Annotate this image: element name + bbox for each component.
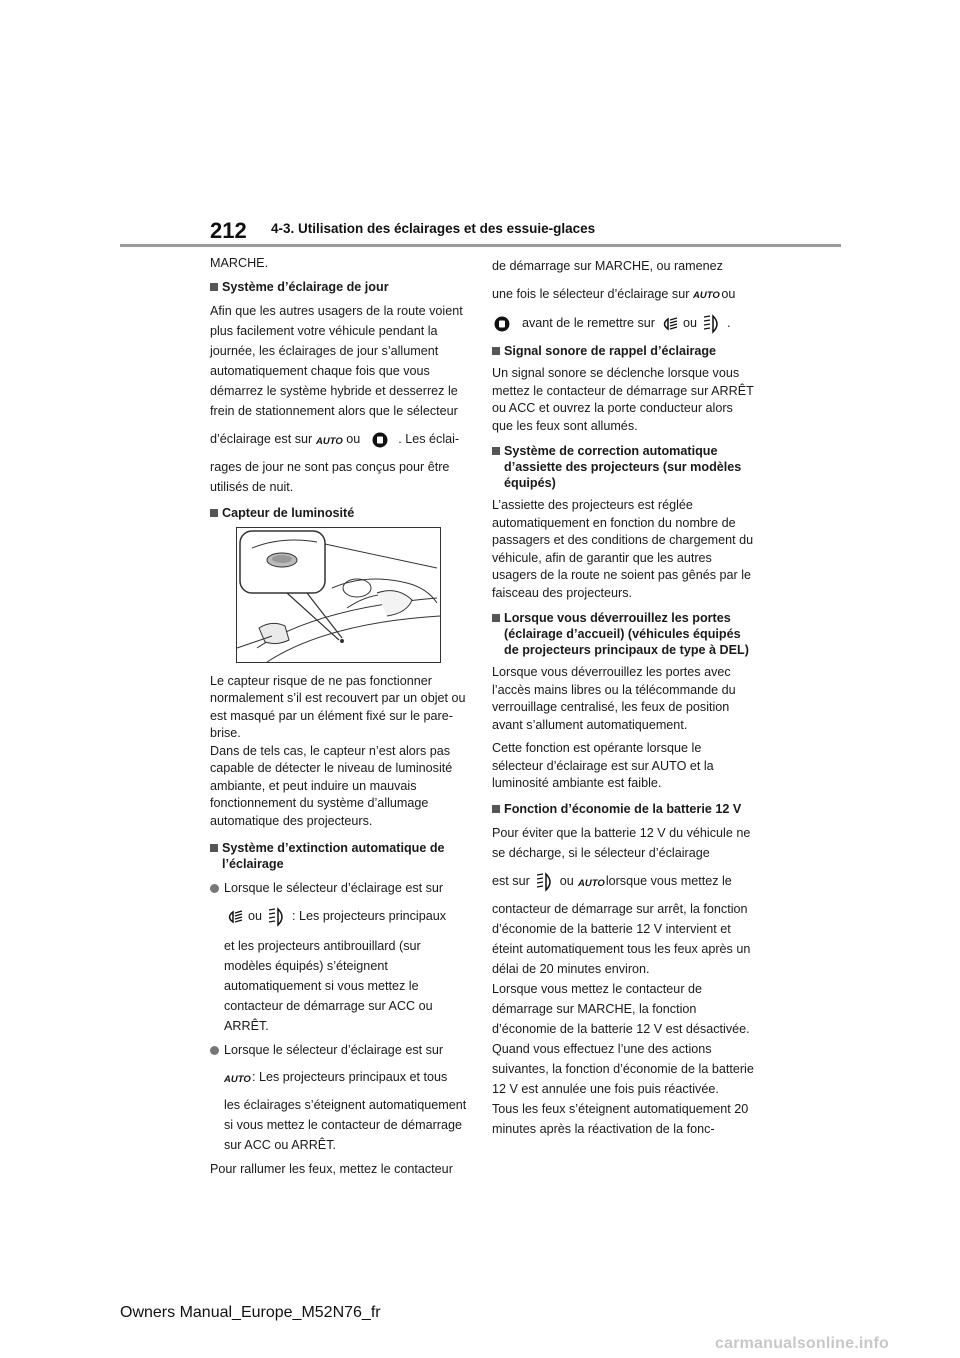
heading-text: Système d’extinction automatique de l’éclairage — [222, 841, 445, 871]
auto-symbol-text: AUTO — [693, 290, 721, 302]
line-with-symbols — [224, 1069, 468, 1087]
paragraph-with-symbols — [492, 313, 754, 335]
text: ou — [346, 431, 361, 446]
auto-symbol-icon — [316, 435, 342, 445]
section-title: 4-3. Utilisation des éclairages et des essuie-glaces — [271, 221, 596, 236]
auto-symbol-text: AUTO — [224, 1073, 251, 1085]
heading-reminder-sound — [492, 343, 754, 359]
square-bullet-icon — [210, 509, 218, 517]
paragraph-with-symbols — [210, 429, 468, 451]
paragraph: L’assiette des projecteurs est réglée automatiquement en fonction du nombre de passagers et des conditions de chargement du véhicule, afin de garantir que les autres usagers de la route ne soient pas gênés par le faisceau des projecteurs. — [492, 498, 754, 600]
heading-light-sensor — [210, 505, 468, 521]
paragraph-with-symbols — [492, 286, 754, 304]
headlight-auto-icon — [266, 906, 288, 928]
paragraph: rages de jour ne sont pas conçus pour être utilisés de nuit. — [210, 459, 450, 494]
text: et les projecteurs antibrouillard (sur modèles équipés) s’éteignent automatiquement si vous mettez le contacteur de démarrage sur ACC ou ARRÊT. — [224, 938, 433, 1033]
headlight-auto-icon — [534, 871, 556, 893]
square-bullet-icon — [210, 283, 218, 291]
heading-daytime-lights — [210, 279, 468, 295]
text: . — [727, 316, 731, 331]
paragraph: de démarrage sur MARCHE, ou ramenez — [492, 259, 723, 273]
text: d’éclairage est sur — [210, 431, 313, 446]
text: les éclairages s’éteignent automatiquement si vous mettez le contacteur de démarrage sur ACC ou ARRÊT. — [224, 1097, 467, 1152]
light-sensor-illustration — [236, 527, 441, 663]
text: : Les projecteurs principaux et tous — [252, 1070, 448, 1084]
auto-symbol-icon — [577, 877, 605, 889]
text: Lorsque le sélecteur d’éclairage est sur — [224, 1042, 444, 1057]
text: ou — [721, 286, 736, 301]
heading-text: Capteur de luminosité — [222, 505, 355, 520]
bullet-item — [210, 880, 468, 1036]
text: lorsque vous mettez le — [605, 873, 732, 888]
square-bullet-icon — [492, 614, 500, 622]
heading-text: Lorsque vous déverrouillez les portes (éclairage d’accueil) (véhicules équipés de projecteurs principaux de type à DEL) — [504, 611, 749, 657]
auto-symbol-icon — [693, 289, 721, 302]
heading-auto-leveling — [492, 443, 754, 491]
heading-text: Système d’éclairage de jour — [222, 279, 389, 294]
text: Lorsque le sélecteur d’éclairage est sur — [224, 881, 444, 895]
right-column — [492, 258, 754, 1145]
heading-text: Système de correction automatique d’assiette des projecteurs (sur modèles équipés) — [504, 444, 742, 490]
heading-text: Fonction d’économie de la batterie 12 V — [504, 801, 742, 816]
heading-text: Signal sonore de rappel d’éclairage — [504, 344, 717, 358]
heading-welcome-lights — [492, 610, 754, 658]
headlight-low-beam-icon — [224, 909, 244, 925]
auto-symbol-icon — [224, 1073, 251, 1085]
headlight-low-beam-icon — [659, 316, 679, 332]
text: avant de le remettre sur — [522, 316, 655, 331]
paragraph: Un signal sonore se déclenche lorsque vous mettez le contacteur de démarrage sur ARRÊT ou ACC et ouvrez la porte conducteur alors que les feux sont allumés. — [492, 366, 754, 433]
square-bullet-icon — [210, 844, 218, 852]
round-bullet-icon — [210, 1046, 219, 1055]
bullet-item — [210, 1042, 468, 1155]
square-bullet-icon — [492, 447, 500, 455]
headlight-on-symbol-icon — [370, 429, 390, 451]
watermark: carmanualsonline.info — [715, 1335, 890, 1352]
heading-auto-off — [210, 840, 468, 872]
text: est sur — [492, 873, 530, 888]
heading-battery-saver — [492, 801, 754, 817]
page-number: 212 — [210, 218, 247, 243]
text: ou — [559, 873, 574, 888]
paragraph-with-symbols — [492, 871, 754, 893]
paragraph: Afin que les autres usagers de la route voient plus facilement votre véhicule pendant la journée, les éclairages de jour s’allument automatiquement chaque fois que vous démarrez le système hybride et desserrez le frein de stationnement alors que le sélecteur — [210, 303, 463, 418]
line-with-symbols — [224, 906, 468, 928]
text: . Les éclai- — [398, 431, 460, 446]
paragraph: contacteur de démarrage sur arrêt, la fonction d’économie de la batterie 12 V intervient et éteint automatiquement tous les feux après un délai de 20 minutes environ. Lorsque vous mettez le contacteur de démarrage sur MARCHE, la fonction d’économie de la batterie 12 V est désactivée. Quand vous effectuez l’une des actions suivantes, la fonction d’économie de la batterie 12 V est annulée une fois puis réactivée. Tous les feux s’éteignent automatiquement 20 minutes après la réactivation de la fonc- — [492, 901, 754, 1136]
left-column — [210, 255, 468, 1184]
square-bullet-icon — [492, 347, 500, 355]
round-bullet-icon — [210, 884, 219, 893]
paragraph: Pour éviter que la batterie 12 V du véhicule ne se décharge, si le sélecteur d’éclairage — [492, 825, 751, 860]
paragraph: Pour rallumer les feux, mettez le contacteur — [210, 1161, 453, 1176]
text: ou — [683, 316, 698, 331]
text: une fois le sélecteur d’éclairage sur — [492, 286, 690, 301]
headlight-auto-icon — [701, 313, 723, 335]
auto-symbol-text: AUTO — [316, 435, 343, 447]
text: ou — [248, 908, 263, 923]
headlight-on-symbol-icon — [492, 313, 512, 335]
paragraph: MARCHE. — [210, 256, 269, 270]
auto-symbol-text: AUTO — [577, 877, 605, 889]
footer-manual-id: Owners Manual_Europe_M52N76_fr — [120, 1304, 381, 1321]
header-rule — [120, 244, 841, 247]
paragraph-sensor: Le capteur risque de ne pas fonctionner normalement s’il est recouvert par un objet ou est masqué par un élément fixé sur le pare-brise. Dans de tels cas, le capteur n’est alors pas capable de détecter le niveau de luminosité ambiante, et peut induire un mauvais fonctionnement du système d’allumage automatique des projecteurs. — [210, 673, 466, 828]
paragraph: Cette fonction est opérante lorsque le sélecteur d’éclairage est sur AUTO et la luminosité ambiante est faible. — [492, 741, 714, 790]
text: : Les projecteurs principaux — [292, 908, 447, 923]
paragraph: Lorsque vous déverrouillez les portes avec l’accès mains libres ou la télécommande du verrouillage centralisé, les feux de position avant s’allument automatiquement. — [492, 665, 736, 732]
square-bullet-icon — [492, 805, 500, 813]
